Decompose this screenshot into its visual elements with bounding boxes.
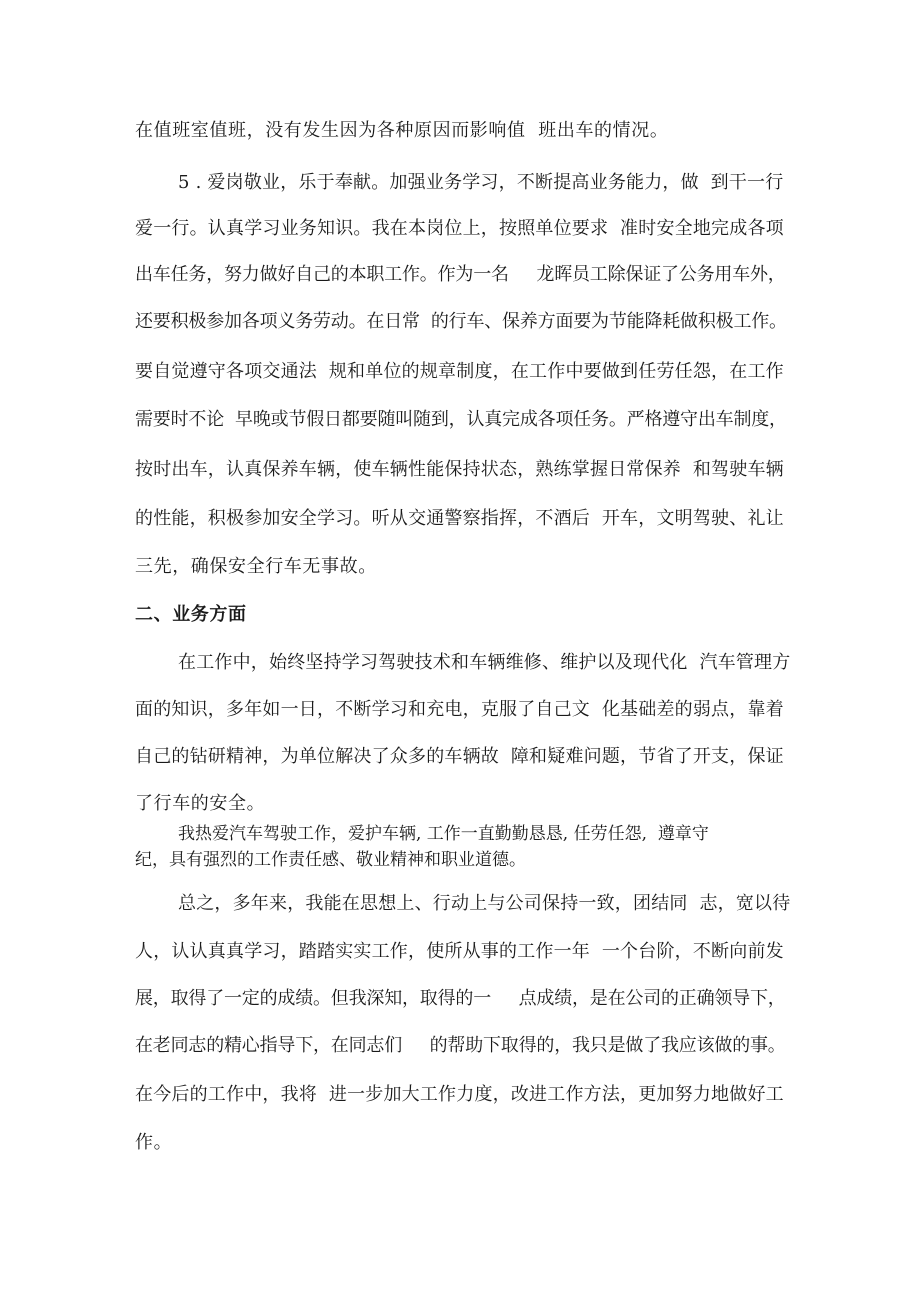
text-line: 要自觉遵守各项交通法 规和单位的规章制度，在工作中要做到任劳任怨，在工作: [135, 361, 784, 382]
text-line: 爱一行。认真学习业务知识。我在本岗位上，按照单位要求 准时安全地完成各项: [135, 218, 784, 239]
text-line: 三先，确保安全行车无事故。: [135, 556, 377, 577]
text-line: 需要时不论 早晚或节假日都要随叫随到，认真完成各项任务。严格遵守出车制度，: [135, 409, 787, 430]
text-line: 纪，具有强烈的工作责任感、敬业精神和职业道德。: [135, 850, 526, 870]
text-line: 还要积极参加各项义务劳动。在日常 的行车、保养方面要为节能降耗做积极工作。: [135, 311, 787, 332]
text-line: 了行车的安全。: [135, 793, 266, 814]
text-line: 总之，多年来，我能在思想上、行动上与公司保持一致，团结同 志，宽以待: [178, 893, 791, 914]
text-line: 在老同志的精心指导下，在同志们 的帮助下取得的，我只是做了我应该做的事。: [135, 1035, 786, 1056]
text-line: 自己的钻研精神，为单位解决了众多的车辆故 障和疑难问题，节省了开支，保证: [135, 746, 784, 767]
text-line: 在今后的工作中，我将 进一步加大工作力度，改进工作方法，更加努力地做好工: [135, 1084, 784, 1105]
text-line: 作。: [135, 1132, 173, 1153]
text-line: 按时出车，认真保养车辆，使车辆性能保持状态，熟练掌握日常保养 和驾驶车辆: [135, 459, 784, 480]
text-line: 面的知识，多年如一日，不断学习和充电，克服了自己文 化基础差的弱点，靠着: [135, 699, 784, 720]
text-line: 人，认认真真学习，踏踏实实工作，使所从事的工作一年 一个台阶，不断向前发: [135, 941, 784, 962]
section-heading: 二、业务方面: [135, 604, 247, 625]
text-line: 展，取得了一定的成绩。但我深知，取得的一 点成绩，是在公司的正确领导下，: [135, 988, 786, 1009]
text-line: 在工作中，始终坚持学习驾驶技术和车辆维修、维护以及现代化 汽车管理方: [178, 652, 791, 673]
text-line: 出车任务，努力做好自己的本职工作。作为一名 龙晖员工除保证了公务用车外，: [135, 264, 786, 285]
text-line: 我热爱汽车驾驶工作，爱护车辆, 工作一直勤勤恳恳, 任劳任怨, 遵章守: [178, 824, 709, 844]
text-line: 在值班室值班，没有发生因为各种原因而影响值 班出车的情况。: [135, 120, 669, 141]
text-line: 5 . 爱岗敬业，乐于奉献。加强业务学习，不断提高业务能力，做 到干一行: [178, 172, 784, 193]
text-line: 的性能，积极参加安全学习。听从交通警察指挥，不酒后 开车，文明驾驶、礼让: [135, 508, 784, 529]
